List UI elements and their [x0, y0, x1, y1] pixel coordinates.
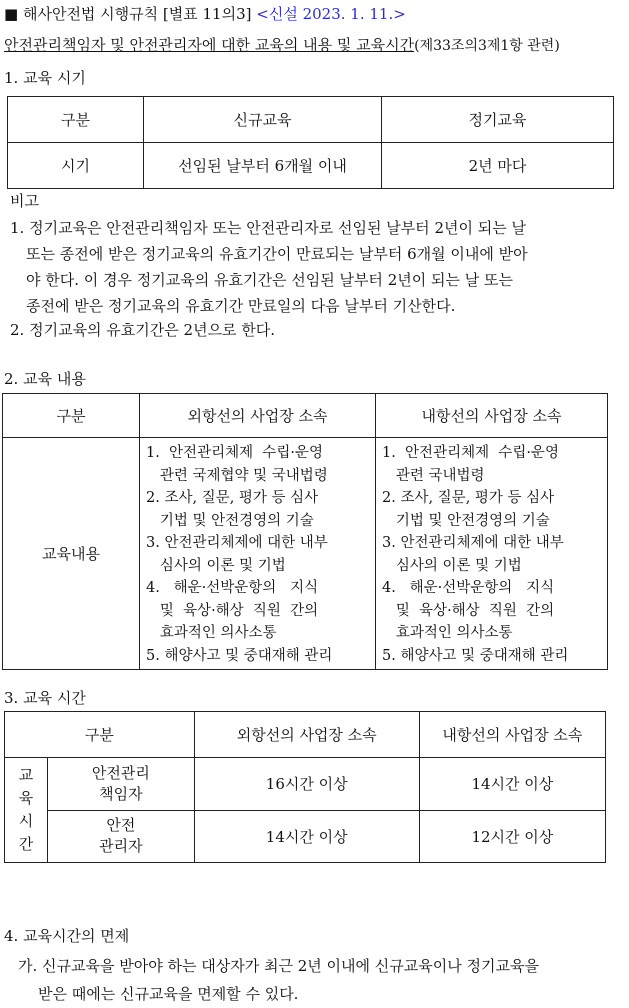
list-item: 3. 안전관리체제에 대한 내부 — [382, 535, 564, 551]
list-item: 5. 해양사고 및 중대재해 관리 — [146, 647, 333, 664]
list-item: 심사의 이론 및 기법 — [146, 557, 286, 574]
exemption-number: 가. — [18, 957, 38, 975]
remark-item-1 — [10, 215, 528, 319]
schedule-table — [7, 96, 614, 189]
row-label-line: 안전 — [106, 816, 136, 835]
content-row-label: 교육내용 — [3, 438, 140, 670]
hours-table — [4, 711, 606, 863]
remark-line: 야 한다. 이 경우 정기교육의 유효기간은 선임된 날부터 2년이 되는 날 또는 — [26, 271, 513, 289]
document-title-ref: (제33조의3제1항 관련) — [414, 38, 560, 54]
list-item: 효과적인 의사소통 — [146, 625, 277, 641]
group-label-char: 교 — [18, 766, 34, 785]
hours-header-ocean: 외항선의 사업장 소속 — [194, 712, 419, 758]
hours-row-label-officer — [48, 810, 195, 862]
document-title-main: 안전관리책임자 및 안전관리자에 대한 교육의 내용 및 교육시간 — [4, 36, 415, 54]
hours-manager-coastal: 14시간 이상 — [419, 758, 605, 810]
hours-header-category: 구분 — [5, 712, 195, 758]
list-item: 및 육상·해상 직원 간의 — [146, 602, 319, 619]
group-label-char: 간 — [18, 835, 34, 854]
list-item: 1. 안전관리체제 수립·운영 — [382, 445, 559, 461]
remark-line: 정기교육은 안전관리책임자 또는 안전관리자로 선임된 날부터 2년이 되는 날 — [29, 219, 526, 237]
remark-item-2 — [10, 319, 275, 340]
list-item: 기법 및 안전경영의 기술 — [382, 512, 550, 529]
row-label-line: 관리자 — [99, 837, 143, 856]
exemption-line: 신규교육을 받아야 하는 대상자가 최근 2년 이내에 신규교육이나 정기교육을 — [42, 957, 539, 975]
group-label-char: 육 — [18, 789, 34, 808]
schedule-new-value: 선임된 날부터 6개월 이내 — [144, 143, 382, 189]
hours-officer-ocean: 14시간 이상 — [194, 810, 419, 862]
document-title — [4, 34, 560, 55]
list-item: 1. 안전관리체제 수립·운영 — [146, 445, 323, 461]
section-heading-2: 2. 교육 내용 — [4, 370, 86, 388]
list-item: 효과적인 의사소통 — [382, 625, 513, 641]
schedule-header-new: 신규교육 — [144, 97, 382, 143]
exemption-line: 받은 때에는 신규교육을 면제할 수 있다. — [38, 985, 299, 1003]
remark-line: 정기교육의 유효기간은 2년으로 한다. — [29, 321, 276, 339]
remarks-label: 비고 — [10, 192, 39, 210]
remark-line: 종전에 받은 정기교육의 유효기간 만료일의 다음 날부터 기산한다. — [26, 297, 456, 315]
hours-manager-ocean: 16시간 이상 — [194, 758, 419, 810]
content-coastal-list — [376, 438, 608, 670]
schedule-regular-value: 2년 마다 — [382, 143, 614, 189]
section-heading-1: 1. 교육 시기 — [4, 69, 86, 87]
list-item: 2. 조사, 질문, 평가 등 심사 — [146, 490, 319, 506]
group-label-char: 시 — [18, 812, 34, 831]
remark-number: 2. — [10, 321, 25, 339]
content-table — [2, 393, 608, 670]
schedule-header-regular: 정기교육 — [382, 97, 614, 143]
row-label-line: 안전관리 — [91, 763, 150, 782]
amendment-note: <신설 2023. 1. 11.> — [256, 5, 406, 23]
content-header-coastal: 내항선의 사업장 소속 — [376, 394, 608, 438]
list-item: 4. 해운·선박운항의 지식 — [382, 580, 555, 596]
schedule-row-label: 시기 — [8, 143, 144, 189]
list-item: 4. 해운·선박운항의 지식 — [146, 580, 319, 596]
list-item: 및 육상·해상 직원 간의 — [382, 602, 555, 619]
hours-group-label — [5, 758, 48, 863]
hours-officer-coastal: 12시간 이상 — [419, 810, 605, 862]
header-title: 해사안전법 시행규칙 [별표 11의3] — [22, 5, 252, 23]
list-item: 기법 및 안전경영의 기술 — [146, 512, 314, 529]
list-item: 2. 조사, 질문, 평가 등 심사 — [382, 490, 555, 506]
exemption-item — [18, 952, 539, 1008]
schedule-header-category: 구분 — [8, 97, 144, 143]
section-heading-4: 4. 교육시간의 면제 — [4, 927, 130, 945]
list-item: 5. 해양사고 및 중대재해 관리 — [382, 647, 569, 664]
row-label-line: 책임자 — [99, 784, 143, 803]
hours-row-label-manager — [48, 758, 195, 810]
list-item: 3. 안전관리체제에 대한 내부 — [146, 535, 328, 551]
content-ocean-list — [140, 438, 376, 670]
content-header-category: 구분 — [3, 394, 140, 438]
hours-header-coastal: 내항선의 사업장 소속 — [419, 712, 605, 758]
section-heading-3: 3. 교육 시간 — [4, 689, 86, 707]
content-header-ocean: 외항선의 사업장 소속 — [140, 394, 376, 438]
header-marker: ■ — [4, 5, 19, 23]
list-item: 관련 국제협약 및 국내법령 — [146, 467, 328, 484]
remark-line: 또는 종전에 받은 정기교육의 유효기간이 만료되는 날부터 6개월 이내에 받아 — [26, 245, 528, 263]
document-header — [4, 3, 406, 24]
remark-number: 1. — [10, 219, 25, 237]
list-item: 관련 국내법령 — [382, 467, 485, 484]
list-item: 심사의 이론 및 기법 — [382, 557, 522, 574]
